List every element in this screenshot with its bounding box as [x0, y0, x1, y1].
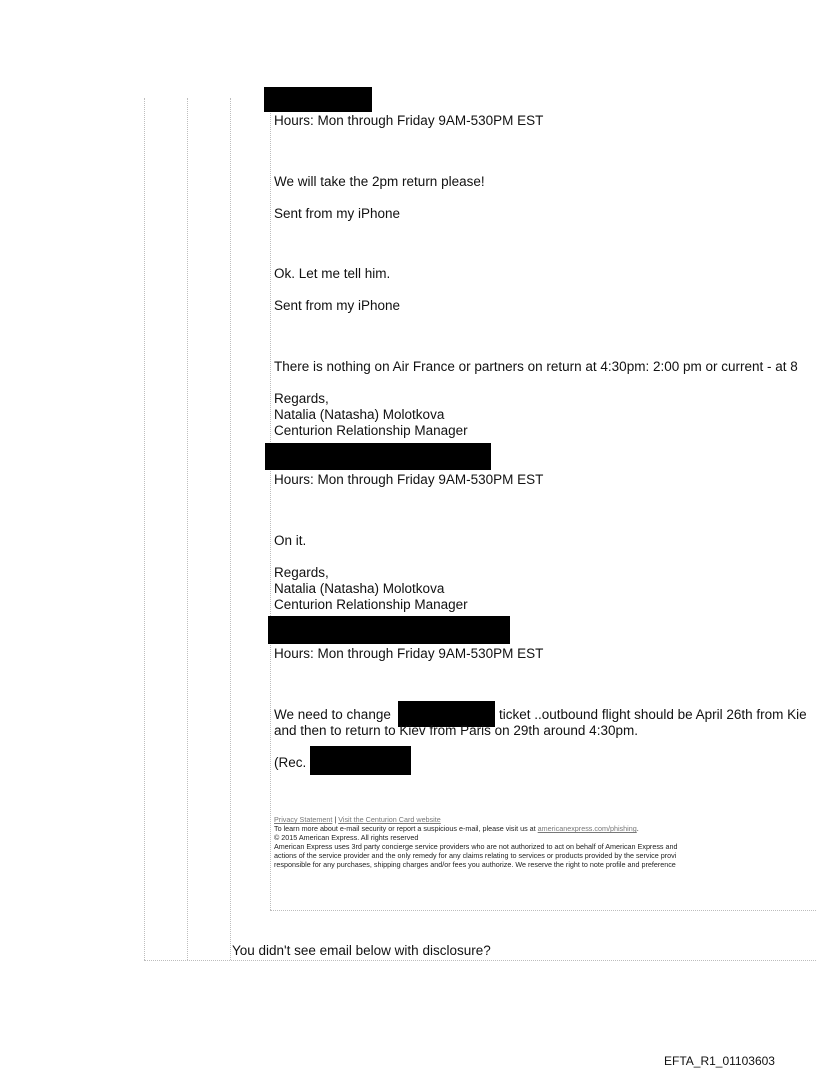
security-text: To learn more about e-mail security or report a suspicious e-mail, please visit us at — [274, 824, 538, 833]
message-text: We will take the 2pm return please! — [274, 174, 485, 189]
sender-title: Centurion Relationship Manager — [274, 423, 468, 438]
message-text: ticket ..outbound flight should be April 26th from Kie — [499, 707, 807, 722]
redaction-box — [264, 87, 372, 112]
quote-line — [270, 98, 271, 910]
message-text: Ok. Let me tell him. — [274, 266, 391, 281]
redaction-box — [310, 746, 411, 775]
document-id: EFTA_R1_01103603 — [664, 1054, 775, 1068]
bottom-message: You didn't see email below with disclosure? — [232, 943, 491, 958]
message-text: On it. — [274, 533, 307, 548]
disclaimer-text: American Express uses 3rd party concierge service providers who are not authorized to act on behalf of American Express and — [274, 842, 678, 851]
sender-title: Centurion Relationship Manager — [274, 597, 468, 612]
column-line-3 — [230, 98, 231, 960]
centurion-website-link[interactable]: Visit the Centurion Card website — [338, 815, 441, 824]
column-line-1 — [144, 98, 145, 960]
redaction-box — [268, 616, 510, 644]
signature-text: Sent from my iPhone — [274, 206, 401, 221]
redaction-box — [265, 443, 491, 470]
hours-text: Hours: Mon through Friday 9AM-530PM EST — [274, 646, 544, 661]
table-bottom-line — [144, 960, 816, 961]
disclaimer-text: actions of the service provider and the only remedy for any claims relating to services or products provided by the service provi — [274, 851, 677, 860]
privacy-statement-link[interactable]: Privacy Statement — [274, 815, 333, 824]
message-text: There is nothing on Air France or partners on return at 4:30pm: 2:00 pm or current - at 8 — [274, 359, 798, 374]
regards-text: Regards, — [274, 391, 329, 406]
disclaimer-text: responsible for any purchases, shipping charges and/or fees you authorize. We reserve the right to note profile and preference — [274, 860, 676, 869]
phishing-link[interactable]: americanexpress.com/phishing — [537, 824, 637, 833]
hours-text: Hours: Mon through Friday 9AM-530PM EST — [274, 113, 544, 128]
security-text-end: . — [636, 824, 639, 833]
disclaimer-security-line — [274, 824, 639, 833]
disclaimer-links — [274, 815, 441, 824]
column-line-2 — [187, 98, 188, 960]
signature-text: Sent from my iPhone — [274, 298, 401, 313]
quote-bottom-line — [270, 910, 816, 911]
message-text: We need to change — [274, 707, 391, 722]
sender-name: Natalia (Natasha) Molotkova — [274, 581, 445, 596]
copyright-text: © 2015 American Express. All rights reserved — [274, 833, 419, 842]
message-text: and then to return to Kiev from Paris on 29th around 4:30pm. — [274, 723, 638, 738]
sender-name: Natalia (Natasha) Molotkova — [274, 407, 445, 422]
link-separator: | — [332, 815, 339, 824]
rec-text: (Rec. — [274, 755, 307, 770]
regards-text: Regards, — [274, 565, 329, 580]
hours-text: Hours: Mon through Friday 9AM-530PM EST — [274, 472, 544, 487]
